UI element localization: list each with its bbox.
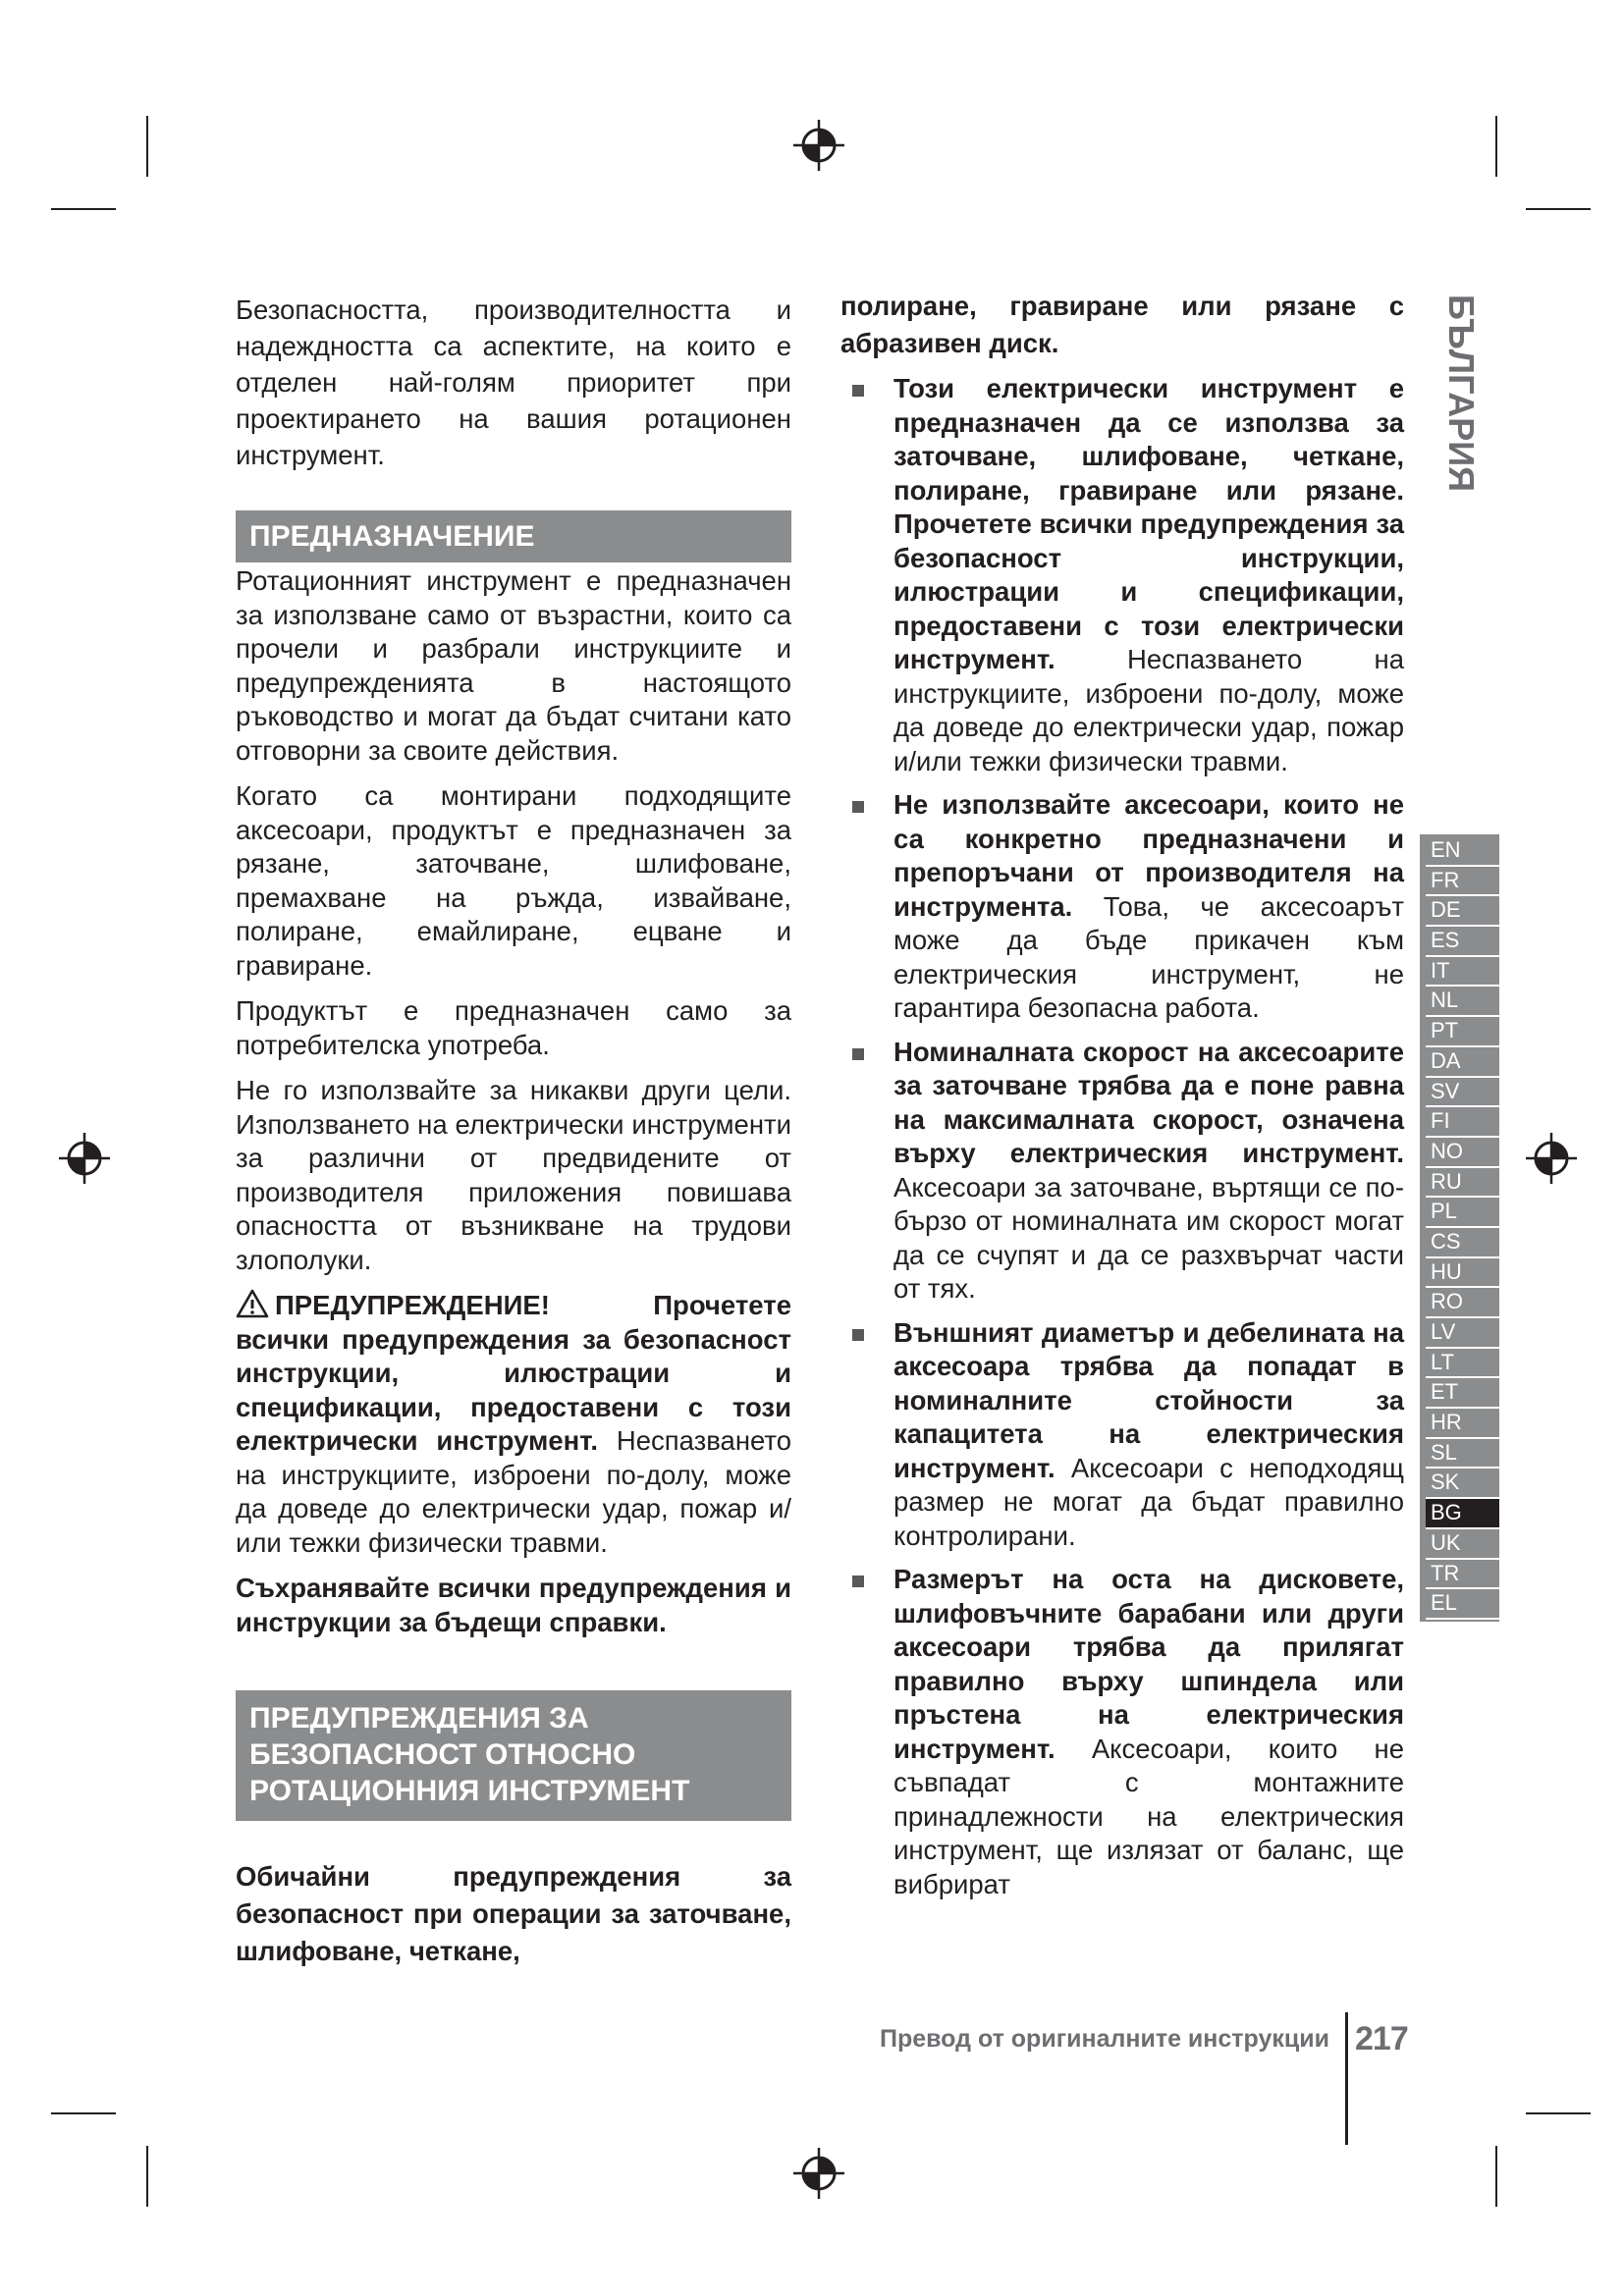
language-tab-fi[interactable] bbox=[1426, 1107, 1499, 1138]
language-tab-label: SV bbox=[1431, 1078, 1460, 1103]
common-warnings-heading: Обичайни предупреждения за безопасност при операции за заточване, шлифоване, четкане, bbox=[236, 1861, 791, 1966]
bullet-square-icon bbox=[852, 1329, 864, 1341]
continued-heading: полиране, гравиране или рязане с абразивен диск. bbox=[840, 291, 1404, 358]
language-tab-cs[interactable] bbox=[1426, 1228, 1499, 1258]
left-column bbox=[236, 292, 791, 1982]
language-tab-label: NL bbox=[1431, 988, 1459, 1013]
list-item: Не използвайте аксесоари, които не са конкретно предназначени и препоръчани от производителя на инструмента. Това, че аксесоарът може да бъде прикачен към електрическия инструмент, не гарантира безопасна работа. bbox=[840, 788, 1404, 1026]
bullet-square-icon bbox=[852, 385, 864, 397]
bullet-square-icon bbox=[852, 1575, 864, 1587]
purpose-paragraph: Ротационният инструмент е предназначен за използване само от възрастни, които са прочели и разбрали инструкциите и предупрежденията в настоящото ръководство и могат да бъдат считани като отговорни за своите действия. bbox=[236, 565, 791, 766]
language-tab-label: RO bbox=[1431, 1289, 1463, 1314]
language-tab-label: BG bbox=[1431, 1500, 1462, 1525]
language-tab-ro[interactable] bbox=[1426, 1288, 1499, 1318]
language-tab-nl[interactable] bbox=[1426, 987, 1499, 1017]
language-tab-hr[interactable] bbox=[1426, 1409, 1499, 1439]
page-number-divider bbox=[1345, 2012, 1348, 2145]
bullet-square-icon bbox=[852, 1048, 864, 1060]
language-tab-label: FI bbox=[1431, 1108, 1450, 1134]
svg-text:БЪЛГАРИЯ: БЪЛГАРИЯ bbox=[1441, 294, 1482, 492]
language-tab-label: EL bbox=[1431, 1590, 1457, 1616]
language-tab-fr[interactable] bbox=[1426, 867, 1499, 897]
language-tab-label: SL bbox=[1431, 1439, 1457, 1465]
general-warning bbox=[236, 1289, 791, 1560]
language-tab-lv[interactable] bbox=[1426, 1318, 1499, 1349]
language-tab-tr[interactable] bbox=[1426, 1560, 1499, 1590]
language-tab-et[interactable] bbox=[1426, 1378, 1499, 1409]
language-tab-es[interactable] bbox=[1426, 927, 1499, 957]
language-tab-label: IT bbox=[1431, 957, 1450, 983]
language-tab-label: HR bbox=[1431, 1410, 1462, 1435]
language-tab-label: PL bbox=[1431, 1199, 1457, 1224]
language-tab-label: UK bbox=[1431, 1529, 1461, 1555]
purpose-paragraph: Не го използвайте за никакви други цели. Използването на електрически инструменти за различни от предвидените от производителя приложения повишава опасността от възникване на трудови злополуки. bbox=[236, 1075, 791, 1275]
language-tab-label: DA bbox=[1431, 1047, 1461, 1073]
language-tab-hu[interactable] bbox=[1426, 1258, 1499, 1289]
list-item: Размерът на оста на дисковете, шлифовъчните барабани или други аксесоари трябва да прилягат правилно върху шпиндела или пръстена на електрическия инструмент. Аксесоари, които не съвпадат с монтажните принадлежности на електрическия инструмент, ще излязат от баланс, ще вибрират bbox=[840, 1563, 1404, 1901]
intro-paragraph: Безопасността, производителността и надеждността са аспектите, на които е отделен най-голям приоритет при проектирането на вашия ротационен инструмент. bbox=[236, 294, 791, 470]
language-tab-label: FR bbox=[1431, 867, 1460, 892]
language-tab-label: NO bbox=[1431, 1138, 1463, 1163]
language-tab-pt[interactable] bbox=[1426, 1017, 1499, 1047]
section-title-safety: ПРЕДУПРЕЖДЕНИЯ ЗА БЕЗОПАСНОСТ ОТНОСНО РОТАЦИОННИЯ ИНСТРУМЕНТ bbox=[236, 1690, 791, 1821]
language-tab-strip bbox=[1420, 834, 1499, 1622]
warning-normal-text: Неспазването на инструкциите, изброени по-долу, може да доведе до електрически удар, пожар и/или тежки физически травми. bbox=[236, 1425, 791, 1558]
purpose-paragraph: Продуктът е предназначен само за потребителска употреба. bbox=[236, 995, 791, 1060]
language-tab-label: PT bbox=[1431, 1018, 1459, 1043]
crop-mark bbox=[146, 116, 148, 177]
language-tab-ru[interactable] bbox=[1426, 1168, 1499, 1199]
list-item: Външният диаметър и дебелината на аксесоара трябва да попадат в номиналните стойности за капацитета на електрическия инструмент. Аксесоари с неподходящ размер не могат да бъдат правилно контролирани. bbox=[840, 1316, 1404, 1554]
language-tab-en[interactable] bbox=[1426, 836, 1499, 867]
crop-mark bbox=[51, 208, 116, 210]
list-item: Номиналната скорост на аксесоарите за заточване трябва да е поне равна на максималната скорост, означена върху електрическия инструмент. Аксесоари за заточване, въртящи се по-бързо от номиналната им скорост могат да се счупят и да се разхвърчат части от тях. bbox=[840, 1036, 1404, 1307]
registration-mark-icon bbox=[791, 2146, 846, 2201]
language-tab-label: LV bbox=[1431, 1319, 1456, 1344]
language-tab-it[interactable] bbox=[1426, 957, 1499, 988]
crop-mark bbox=[51, 2112, 116, 2114]
crop-mark bbox=[146, 2146, 148, 2207]
right-column bbox=[840, 288, 1404, 1911]
language-tab-de[interactable] bbox=[1426, 896, 1499, 927]
language-tab-label: ES bbox=[1431, 928, 1460, 953]
language-tab-no[interactable] bbox=[1426, 1138, 1499, 1168]
language-tab-sk[interactable] bbox=[1426, 1468, 1499, 1499]
safety-bullet-list bbox=[840, 372, 1404, 1901]
warning-triangle-icon bbox=[236, 1289, 269, 1318]
language-tab-bg[interactable] bbox=[1426, 1499, 1499, 1529]
keep-instructions: Съхранявайте всички предупреждения и инструкции за бъдещи справки. bbox=[236, 1573, 791, 1637]
list-item: Този електрически инструмент е предназначен да се използва за заточване, шлифоване, четкане, полиране, гравиране или рязане. Прочетете всички предупреждения за безопасност инструкции, илюстрации и спецификации, предоставени с този електрически инструмент. Неспазването на инструкциите, изброени по-долу, може да доведе до електрически удар, пожар и/или тежки физически травми. bbox=[840, 372, 1404, 778]
language-tab-label: RU bbox=[1431, 1168, 1462, 1194]
language-tab-sl[interactable] bbox=[1426, 1439, 1499, 1469]
language-tab-label: EN bbox=[1431, 837, 1461, 862]
language-tab-label: LT bbox=[1431, 1349, 1455, 1374]
crop-mark bbox=[1526, 208, 1591, 210]
warning-bold-text: ПРЕДУПРЕЖДЕНИЕ! Прочетете всички предупреждения за безопасност инструкции, илюстрации и спецификации, предоставени с този електрически инструмент. bbox=[236, 1290, 791, 1456]
registration-mark-icon bbox=[791, 118, 846, 173]
language-tab-label: CS bbox=[1431, 1228, 1461, 1254]
purpose-paragraph: Когато са монтирани подходящите аксесоари, продуктът е предназначен за рязане, заточване, шлифоване, премахване на ръжда, извайване, полиране, емайлиране, ецване и гравиране. bbox=[236, 780, 791, 981]
language-tab-lt[interactable] bbox=[1426, 1349, 1499, 1379]
language-tab-sv[interactable] bbox=[1426, 1078, 1499, 1108]
footer-translation-note: Превод от оригиналните инструкции bbox=[880, 2025, 1329, 2053]
bullet-square-icon bbox=[852, 801, 864, 813]
language-tab-pl[interactable] bbox=[1426, 1198, 1499, 1228]
language-tab-label: TR bbox=[1431, 1560, 1460, 1585]
section-title-purpose: ПРЕДНАЗНАЧЕНИЕ bbox=[236, 510, 791, 562]
registration-mark-icon bbox=[1524, 1131, 1579, 1186]
language-tab-label: ET bbox=[1431, 1379, 1459, 1405]
language-title bbox=[1432, 294, 1490, 609]
language-tab-label: DE bbox=[1431, 897, 1461, 923]
crop-mark bbox=[1495, 2146, 1497, 2207]
registration-mark-icon bbox=[57, 1131, 112, 1186]
language-tab-da[interactable] bbox=[1426, 1047, 1499, 1078]
crop-mark bbox=[1526, 2112, 1591, 2114]
page-number: 217 bbox=[1355, 2020, 1408, 2057]
language-tab-el[interactable] bbox=[1426, 1589, 1499, 1620]
crop-mark bbox=[1495, 116, 1497, 177]
language-tab-uk[interactable] bbox=[1426, 1529, 1499, 1560]
language-tab-label: SK bbox=[1431, 1469, 1460, 1495]
language-tab-label: HU bbox=[1431, 1258, 1462, 1284]
